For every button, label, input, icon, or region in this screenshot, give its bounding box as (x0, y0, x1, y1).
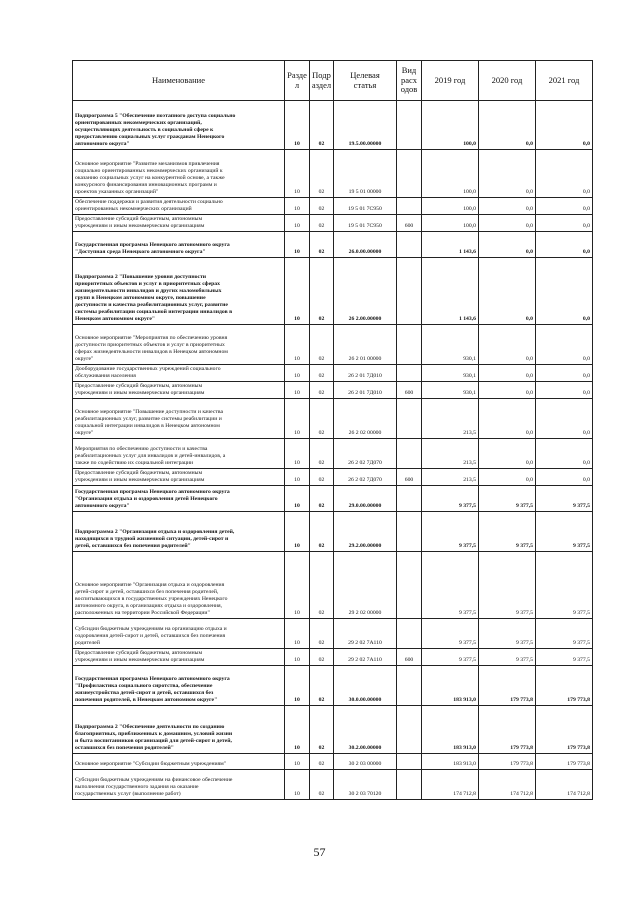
row-value-2021: 9 377,5 (536, 552, 593, 619)
row-value-2020: 0,0 (479, 101, 536, 150)
row-value-2020: 0,0 (479, 469, 536, 486)
row-subsection: 02 (310, 365, 334, 382)
row-value-2019: 174 712,8 (422, 770, 479, 800)
row-value-2021: 179 773,8 (536, 666, 593, 706)
row-subsection: 02 (310, 770, 334, 800)
row-value-2020: 174 712,8 (479, 770, 536, 800)
row-subsection: 02 (310, 512, 334, 552)
row-section: 10 (285, 469, 310, 486)
row-target-article: 19.5.00.00000 (334, 101, 397, 150)
row-name: Мероприятия по обеспечению доступности и качества реабилитационных услуг для инвалидов и детей-инвалидов, а также по содействию их социальной интеграции (73, 439, 285, 469)
table-row (73, 649, 593, 666)
row-value-2020: 0,0 (479, 232, 536, 258)
row-value-2020: 0,0 (479, 439, 536, 469)
row-section: 10 (285, 198, 310, 215)
row-subsection: 02 (310, 150, 334, 198)
header-year-2019: 2019 год (422, 61, 479, 101)
row-value-2020: 0,0 (479, 258, 536, 325)
row-value-2021: 0,0 (536, 101, 593, 150)
row-subsection: 02 (310, 649, 334, 666)
table-row (73, 754, 593, 770)
row-expense-kind (397, 150, 422, 198)
row-value-2020: 0,0 (479, 365, 536, 382)
row-value-2021: 0,0 (536, 232, 593, 258)
row-name: Субсидии бюджетным учреждениям на организацию отдыха и оздоровления детей-сирот и детей, оставшихся без попечения родителей (73, 619, 285, 649)
row-name: Обеспечение поддержки и развития деятельности социально ориентированных некоммерческих организаций (73, 198, 285, 215)
row-section: 10 (285, 754, 310, 770)
row-expense-kind (397, 365, 422, 382)
row-target-article: 29.0.00.00000 (334, 486, 397, 512)
row-name: Подпрограмма 2 "Организация отдыха и оздоровления детей, находящихся в трудной жизненной ситуации, детей-сирот и детей, оставшихся без попечения родителей" (73, 512, 285, 552)
row-value-2019: 9 377,5 (422, 512, 479, 552)
header-expense-kind: Вид расх одов (397, 61, 422, 101)
row-section: 10 (285, 770, 310, 800)
row-section: 10 (285, 619, 310, 649)
row-value-2019: 930,1 (422, 382, 479, 399)
row-expense-kind (397, 486, 422, 512)
row-target-article: 29.2.00.00000 (334, 512, 397, 552)
row-subsection: 02 (310, 439, 334, 469)
row-value-2021: 0,0 (536, 365, 593, 382)
row-subsection: 02 (310, 101, 334, 150)
row-target-article: 26 2 01 00000 (334, 325, 397, 365)
row-name: Основное мероприятие "Мероприятия по обеспечению уровня доступности приоритетных объектов и услуг в приоритетных сферах жизнедеятельности инвалидов в Ненецком автономном округе" (73, 325, 285, 365)
row-name: Подпрограмма 2 "Повышение уровня доступности приоритетных объектов и услуг в приоритетных сферах жизнедеятельности инвалидов и других маломобильных групп в Ненецком автономном округе, повышение доступности и качества реабилитационных услуг, развитие системы реабилитации социальной интеграции инвалидов в Ненецком автономном округе" (73, 258, 285, 325)
row-name: Подпрограмма 5 "Обеспечение поэтапного доступа социально ориентированных некоммерческих организаций, осуществляющих деятельность в социальной сфере к предоставлению социальных услуг гражданам Ненецкого автономного округа" (73, 101, 285, 150)
header-year-2020: 2020 год (479, 61, 536, 101)
row-value-2021: 0,0 (536, 399, 593, 439)
row-expense-kind (397, 666, 422, 706)
row-expense-kind (397, 258, 422, 325)
row-name: Предоставление субсидий бюджетным, автономным учреждениям и иным некоммерческим организациям (73, 215, 285, 232)
table-row (73, 439, 593, 469)
row-value-2020: 179 773,8 (479, 706, 536, 754)
row-section: 10 (285, 150, 310, 198)
row-value-2019: 183 913,0 (422, 666, 479, 706)
row-expense-kind (397, 512, 422, 552)
row-section: 10 (285, 101, 310, 150)
row-value-2020: 0,0 (479, 215, 536, 232)
table-row (73, 232, 593, 258)
table-row (73, 770, 593, 800)
row-value-2019: 183 913,0 (422, 706, 479, 754)
table-row (73, 706, 593, 754)
row-target-article: 26 2 02 7Д070 (334, 439, 397, 469)
row-value-2021: 0,0 (536, 258, 593, 325)
row-target-article: 26 2.00.00000 (334, 258, 397, 325)
row-section: 10 (285, 325, 310, 365)
page-number: 57 (313, 845, 326, 859)
row-section: 10 (285, 666, 310, 706)
row-target-article: 26.0.00.00000 (334, 232, 397, 258)
row-subsection: 02 (310, 382, 334, 399)
table-row (73, 486, 593, 512)
row-value-2020: 9 377,5 (479, 649, 536, 666)
table-row (73, 150, 593, 198)
table-row (73, 215, 593, 232)
row-subsection: 02 (310, 325, 334, 365)
row-target-article: 26 2 02 00000 (334, 399, 397, 439)
row-value-2020: 9 377,5 (479, 512, 536, 552)
row-target-article: 30.2.00.00000 (334, 706, 397, 754)
row-value-2021: 179 773,8 (536, 706, 593, 754)
row-subsection: 02 (310, 754, 334, 770)
table-body (73, 101, 593, 800)
row-expense-kind: 600 (397, 215, 422, 232)
table-header-row (73, 61, 593, 101)
row-expense-kind (397, 439, 422, 469)
header-target-article: Целевая статья (334, 61, 397, 101)
row-value-2021: 0,0 (536, 215, 593, 232)
row-subsection: 02 (310, 198, 334, 215)
table-row (73, 399, 593, 439)
row-value-2019: 100,0 (422, 215, 479, 232)
row-value-2021: 9 377,5 (536, 649, 593, 666)
row-target-article: 26 2 01 7Д010 (334, 382, 397, 399)
row-section: 10 (285, 382, 310, 399)
row-section: 10 (285, 399, 310, 439)
row-expense-kind (397, 101, 422, 150)
header-year-2021: 2021 год (536, 61, 593, 101)
row-subsection: 02 (310, 399, 334, 439)
row-expense-kind: 600 (397, 469, 422, 486)
row-value-2020: 0,0 (479, 198, 536, 215)
row-value-2020: 0,0 (479, 150, 536, 198)
row-value-2019: 1 143,6 (422, 258, 479, 325)
table-row (73, 382, 593, 399)
table-row (73, 198, 593, 215)
row-value-2019: 213,5 (422, 399, 479, 439)
row-value-2021: 9 377,5 (536, 486, 593, 512)
row-name: Основное мероприятие "Субсидии бюджетным учреждениям" (73, 754, 285, 770)
row-value-2019: 930,1 (422, 365, 479, 382)
row-target-article: 19 5 01 7С950 (334, 198, 397, 215)
row-section: 10 (285, 439, 310, 469)
row-expense-kind: 600 (397, 382, 422, 399)
row-target-article: 26 2 01 7Д010 (334, 365, 397, 382)
row-subsection: 02 (310, 486, 334, 512)
row-expense-kind (397, 232, 422, 258)
row-subsection: 02 (310, 706, 334, 754)
row-target-article: 30.0.00.00000 (334, 666, 397, 706)
row-value-2019: 100,0 (422, 150, 479, 198)
row-section: 10 (285, 649, 310, 666)
row-name: Субсидии бюджетным учреждениям на финансовое обеспечение выполнения государственного задания на оказание государственных услуг (выполнение работ) (73, 770, 285, 800)
row-target-article: 29 2 02 7А110 (334, 619, 397, 649)
row-value-2021: 0,0 (536, 325, 593, 365)
row-target-article: 29 2 02 7А110 (334, 649, 397, 666)
row-target-article: 19 5 01 00000 (334, 150, 397, 198)
row-value-2019: 1 143,6 (422, 232, 479, 258)
row-expense-kind (397, 198, 422, 215)
row-name: Дооборудование государственных учреждений социального обслуживания населения (73, 365, 285, 382)
row-value-2020: 0,0 (479, 382, 536, 399)
row-expense-kind: 600 (397, 649, 422, 666)
row-name: Подпрограмма 2 "Обеспечение деятельности по созданию благоприятных, приближенных к домашним, условий жизни и быта воспитанников организаций для детей-сирот и детей, оставшихся без попечения родителей" (73, 706, 285, 754)
row-section: 10 (285, 215, 310, 232)
row-value-2019: 183 913,0 (422, 754, 479, 770)
row-value-2020: 179 773,8 (479, 754, 536, 770)
row-value-2021: 179 773,8 (536, 754, 593, 770)
table-row (73, 365, 593, 382)
row-section: 10 (285, 232, 310, 258)
row-subsection: 02 (310, 469, 334, 486)
row-subsection: 02 (310, 232, 334, 258)
row-name: Предоставление субсидий бюджетным, автономным учреждениям и иным некоммерческим организациям (73, 382, 285, 399)
table-row (73, 325, 593, 365)
row-section: 10 (285, 552, 310, 619)
row-value-2021: 9 377,5 (536, 512, 593, 552)
table-row (73, 101, 593, 150)
row-value-2020: 9 377,5 (479, 552, 536, 619)
row-section: 10 (285, 512, 310, 552)
row-section: 10 (285, 486, 310, 512)
table-row (73, 469, 593, 486)
table-row (73, 512, 593, 552)
row-value-2021: 0,0 (536, 469, 593, 486)
row-value-2019: 9 377,5 (422, 486, 479, 512)
header-name: Наименование (73, 61, 285, 101)
row-expense-kind (397, 754, 422, 770)
row-value-2019: 9 377,5 (422, 649, 479, 666)
row-value-2020: 179 773,8 (479, 666, 536, 706)
row-value-2019: 100,0 (422, 198, 479, 215)
row-value-2021: 0,0 (536, 150, 593, 198)
row-subsection: 02 (310, 215, 334, 232)
table-row (73, 666, 593, 706)
row-value-2019: 213,5 (422, 469, 479, 486)
row-expense-kind (397, 325, 422, 365)
table-row (73, 619, 593, 649)
row-target-article: 26 2 02 7Д070 (334, 469, 397, 486)
row-name: Основное мероприятие "Повышение доступности и качества реабилитационных услуг, развитие системы реабилитации и социальной интеграции инвалидов в Ненецком автономном округе" (73, 399, 285, 439)
row-name: Предоставление субсидий бюджетным, автономным учреждениям и иным некоммерческим организациям (73, 649, 285, 666)
row-target-article: 29 2 02 00000 (334, 552, 397, 619)
row-expense-kind (397, 619, 422, 649)
row-subsection: 02 (310, 552, 334, 619)
row-name: Основное мероприятие "Организация отдыха и оздоровления детей-сирот и детей, оставшихся без попечения родителей, воспитывающихся в государственных учреждениях Ненецкого автономного округа, в организациях отдыха и оздоровления, расположенных на территории Российской Федерации" (73, 552, 285, 619)
row-subsection: 02 (310, 619, 334, 649)
row-name: Государственная программа Ненецкого автономного округа "Организация отдыха и оздоровления детей Ненецкого автономного округа" (73, 486, 285, 512)
row-value-2020: 0,0 (479, 399, 536, 439)
row-value-2021: 9 377,5 (536, 619, 593, 649)
row-value-2020: 9 377,5 (479, 619, 536, 649)
row-value-2020: 9 377,5 (479, 486, 536, 512)
budget-table (72, 60, 593, 800)
row-subsection: 02 (310, 258, 334, 325)
row-value-2019: 9 377,5 (422, 619, 479, 649)
row-value-2019: 100,0 (422, 101, 479, 150)
row-value-2021: 0,0 (536, 198, 593, 215)
row-name: Основное мероприятие "Развитие механизмов привлечения социально ориентированных некоммерческих организаций к оказанию социальных услуг на конкурентной основе, а также конкурсного финансирования инновационных программ и проектов указанных организаций" (73, 150, 285, 198)
row-section: 10 (285, 706, 310, 754)
row-section: 10 (285, 258, 310, 325)
row-section: 10 (285, 365, 310, 382)
row-subsection: 02 (310, 666, 334, 706)
row-value-2021: 174 712,8 (536, 770, 593, 800)
row-value-2021: 0,0 (536, 439, 593, 469)
table-row (73, 258, 593, 325)
header-section: Разде л (285, 61, 310, 101)
row-expense-kind (397, 706, 422, 754)
row-target-article: 30 2 03 00000 (334, 754, 397, 770)
row-value-2021: 0,0 (536, 382, 593, 399)
row-name: Предоставление субсидий бюджетным, автономным учреждениям и иным некоммерческим организациям (73, 469, 285, 486)
row-name: Государственная программа Ненецкого автономного округа "Доступная среда Ненецкого автономного округа" (73, 232, 285, 258)
row-expense-kind (397, 552, 422, 619)
row-target-article: 30 2 03 70120 (334, 770, 397, 800)
row-value-2020: 0,0 (479, 325, 536, 365)
row-expense-kind (397, 770, 422, 800)
row-expense-kind (397, 399, 422, 439)
header-subsection: Подр аздел (310, 61, 334, 101)
row-value-2019: 930,1 (422, 325, 479, 365)
row-target-article: 19 5 01 7С950 (334, 215, 397, 232)
row-value-2019: 213,5 (422, 439, 479, 469)
row-name: Государственная программа Ненецкого автономного округа "Профилактика социального сиротства, обеспечение жизнеустройства детей-сирот и детей, оставшихся без попечения родителей, в Ненецком автономном округе" (73, 666, 285, 706)
row-value-2019: 9 377,5 (422, 552, 479, 619)
table-row (73, 552, 593, 619)
